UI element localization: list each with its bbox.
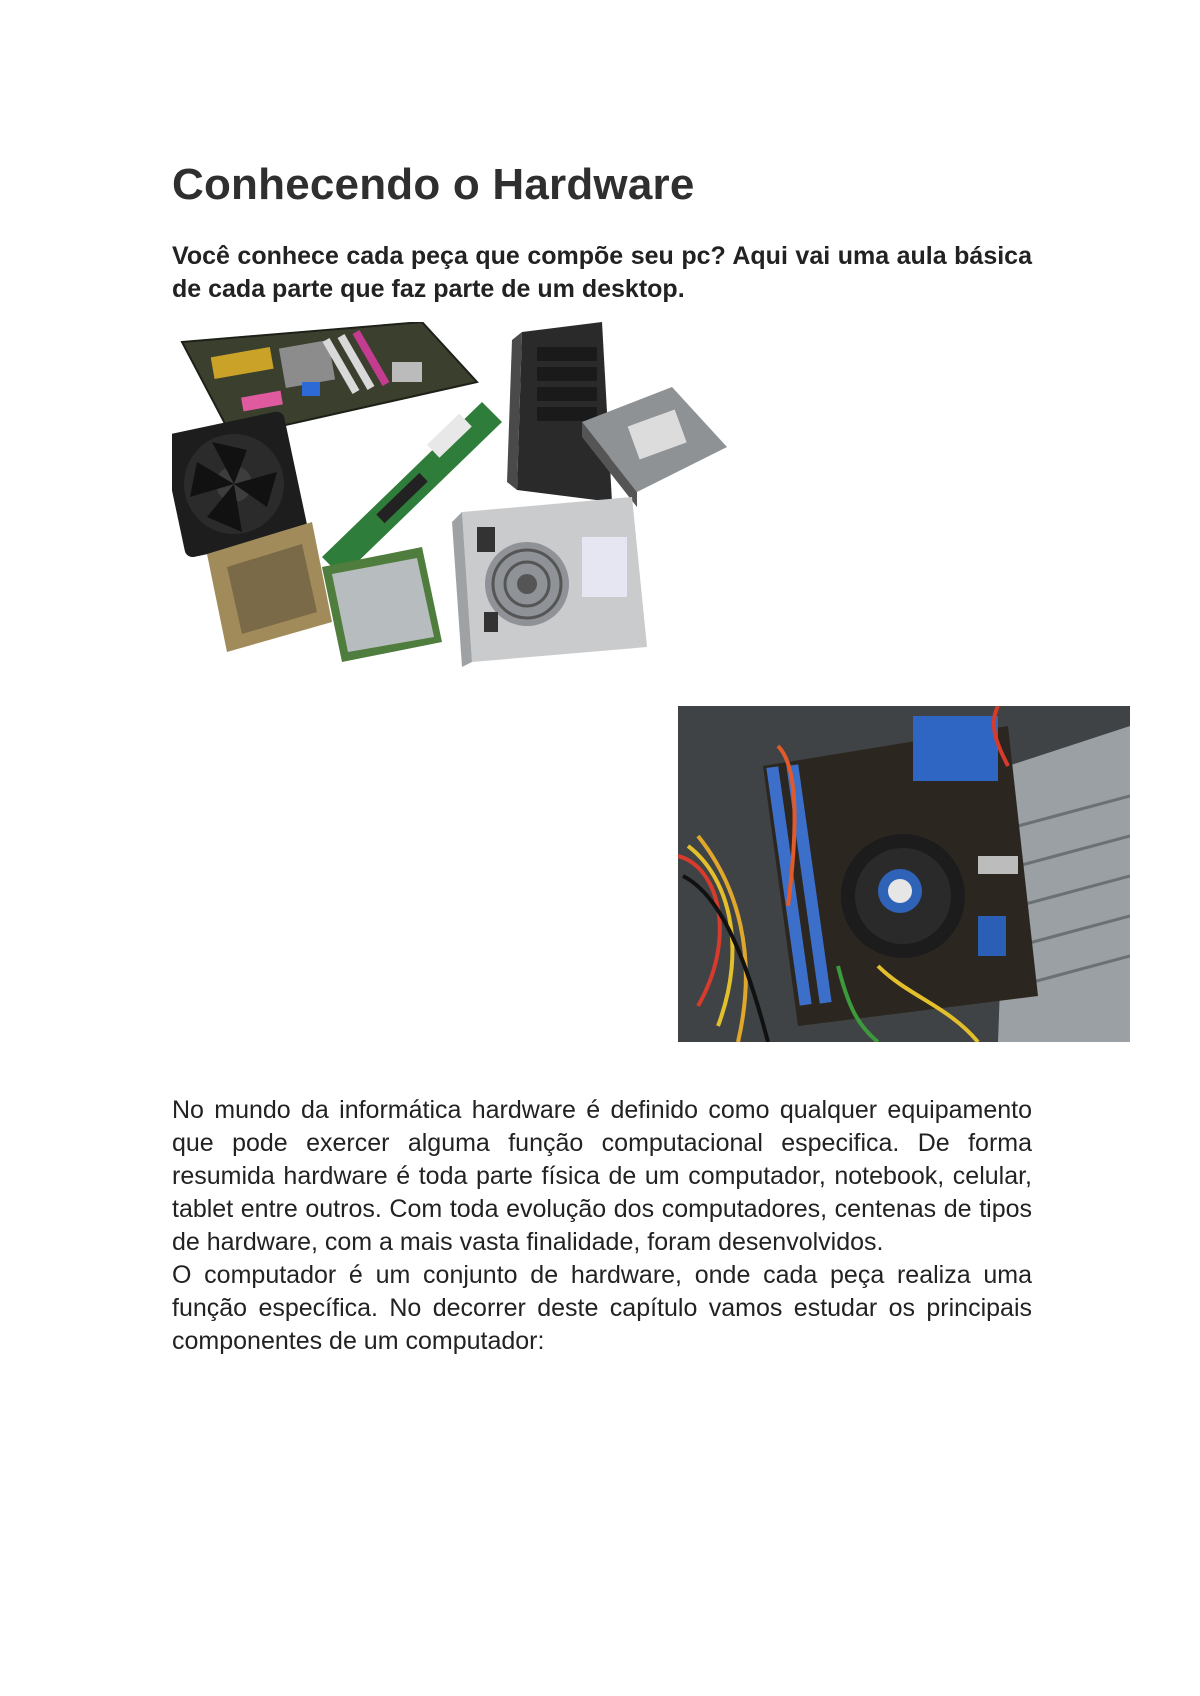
body-text [172, 1094, 1032, 1358]
hardware-components-collage [172, 322, 782, 692]
pc-tower-image [507, 322, 612, 502]
intro-subtitle: Você conhece cada peça que compõe seu pc? Aqui vai uma aula básica de cada parte que faz parte de um desktop. [172, 242, 1032, 303]
paragraph-definition: No mundo da informática hardware é definido como qualquer equipamento que pode exercer alguma função computacional especifica. De forma resumida hardware é toda parte física de um computador, notebook, celular, tablet entre outros. Com toda evolução dos computadores, centenas de tipos de hardware, com a mais vasta finalidade, foram desenvolvidos. [172, 1096, 1032, 1256]
power-supply-image [452, 497, 647, 667]
processor-image [322, 547, 442, 662]
page-title: Conhecendo o Hardware [172, 160, 695, 209]
paragraph-components: O computador é um conjunto de hardware, onde cada peça realiza uma função específica. No decorrer deste capítulo vamos estudar os principais componentes de um computador: [172, 1261, 1032, 1355]
motherboard-image [182, 322, 477, 437]
open-computer-case-photo [678, 706, 1130, 1042]
